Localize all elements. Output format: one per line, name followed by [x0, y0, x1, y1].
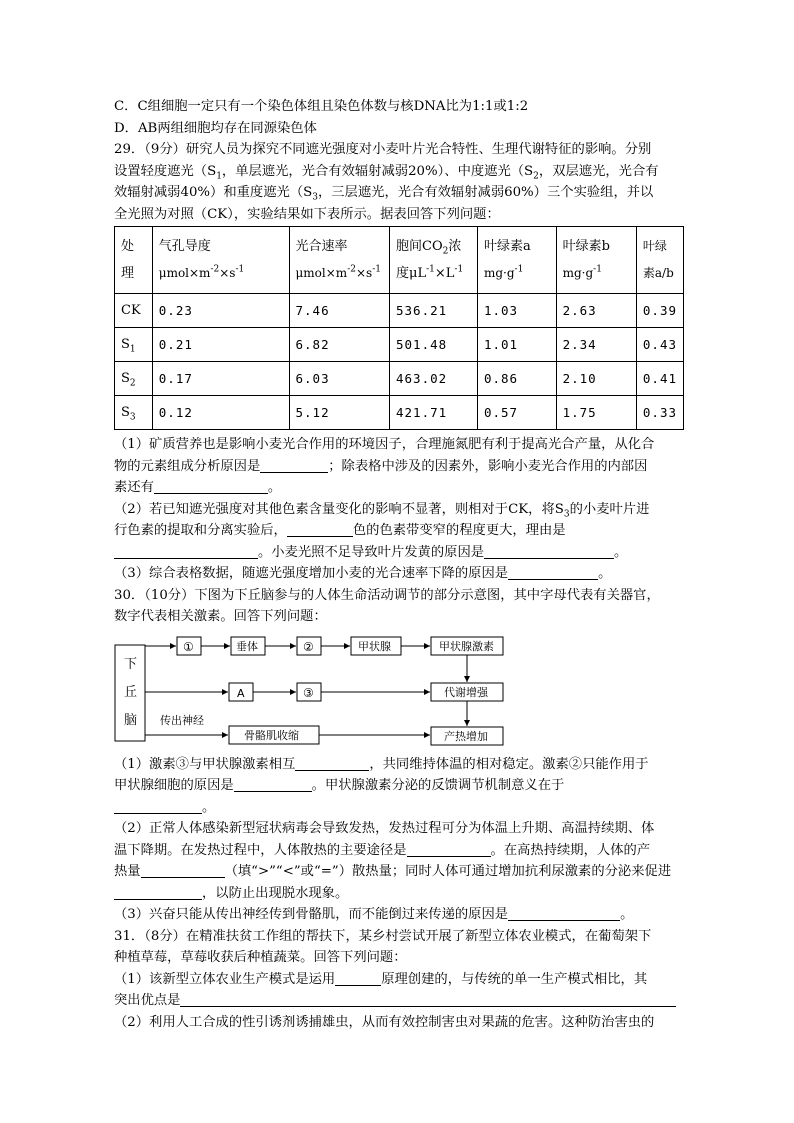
q30-intro-line2: 数字代表相关激素。回答下列问题： [114, 609, 327, 624]
answer-blank[interactable] [295, 755, 369, 771]
answer-blank[interactable] [234, 776, 312, 792]
q29-intro-line2: 设置轻度遮光（$S_1$，单层遮光，光合有效辐射减弱20%）、中度遮光（$S_2$，双层遮光，光合有 [114, 163, 659, 182]
cell-co2: 536.21 [390, 294, 478, 328]
answer-blank[interactable] [141, 862, 225, 878]
answer-blank[interactable] [287, 521, 353, 537]
cell-ratio: 0.43 [636, 328, 683, 362]
q30-sub1-line3: 。 [114, 797, 684, 819]
exam-page [114, 96, 684, 1033]
header-chlorophyll-a: 叶绿素a $mg\cdot g^{-1}$ [477, 227, 556, 294]
cell-co2: 421.71 [390, 396, 478, 430]
cell-chla: 0.86 [477, 362, 556, 396]
q31-sub1-line1: （1）该新型立体农业生产模式是运用 原理创建的，与传统的单一生产模式相比，其 [114, 971, 648, 987]
row-label: CK [115, 294, 153, 328]
cell-chla: 1.03 [477, 294, 556, 328]
answer-blank[interactable] [260, 457, 328, 473]
cell-rate: 7.46 [289, 294, 390, 328]
q29-sub2-line3: 。小麦光照不足导致叶片发黄的原因是 。 [114, 542, 684, 564]
q31-intro-line1: 31．（8分）在精准扶贫工作组的帮扶下，某乡村尝试开展了新型立体农业模式，在葡萄架下 [114, 928, 652, 944]
answer-blank[interactable] [114, 543, 258, 559]
answer-blank[interactable] [484, 543, 614, 559]
answer-blank[interactable] [407, 841, 491, 857]
cell-co2: 501.48 [390, 328, 478, 362]
q31-sub1-line2: 突出优点是 [114, 990, 684, 1012]
q31-intro-line2: 种植草莓，草莓收获后种植蔬菜。回答下列问题： [114, 950, 407, 965]
q28-option-c: C．C组细胞一定只有一个染色体组且染色体数与核DNA比为1:1或1:2 [114, 99, 529, 114]
shading-results-table [114, 226, 684, 430]
hormone-3: ③ [303, 685, 314, 700]
cell-rate: 6.03 [289, 362, 390, 396]
q30-intro-line1: 30．（10分）下图为下丘脑参与的人体生命活动调节的部分示意图，其中字母代表有关器官， [114, 587, 660, 603]
answer-blank[interactable] [114, 884, 202, 900]
q28-option-d: D．AB两组细胞均存在同源染色体 [114, 120, 317, 136]
row-label: $S_3$ [115, 396, 153, 430]
header-treatment: 处 理 [115, 227, 153, 294]
row-label: $S_1$ [115, 328, 153, 362]
cell-ratio: 0.39 [636, 294, 683, 328]
table-header-row [115, 227, 684, 294]
q29-sub2-line1: （2）若已知遮光强度对其他色素含量变化的影响不显著，则相对于CK，将$S_3$的小麦叶片进 [114, 501, 650, 520]
cell-stomatal: 0.21 [152, 328, 289, 362]
cell-stomatal: 0.23 [152, 294, 289, 328]
table-row [115, 328, 684, 362]
cell-ratio: 0.33 [636, 396, 683, 430]
q29-sub1-line1: （1）矿质营养也是影响小麦光合作用的环境因子，合理施氮肥有利于提高光合产量，从化合 [114, 437, 655, 452]
row-label: $S_2$ [115, 362, 153, 396]
q29-intro-line1: 29．（9分）研究人员为探究不同遮光强度对小麦叶片光合特性、生理代谢特征的影响。分别 [114, 142, 652, 157]
cell-stomatal: 0.17 [152, 362, 289, 396]
cell-chlb: 2.63 [556, 294, 636, 328]
q29-intro-line3: 效辐射减弱40%）和重度遮光（$S_3$，三层遮光，光合有效辐射减弱60%）三个实验组，并以 [114, 185, 654, 203]
table-row [115, 294, 684, 328]
cell-chla: 1.01 [477, 328, 556, 362]
organ-a-label: A [237, 686, 245, 700]
q29-sub3: （3）综合表格数据，随遮光强度增加小麦的光合速率下降的原因是 。 [114, 566, 612, 581]
cell-chla: 0.57 [477, 396, 556, 430]
q30-sub2-line4: ，以防止出现脱水现象。 [114, 883, 684, 905]
q30-sub2-line3: 热量 （填“>”“<”或“=”）散热量；同时人体可通过增加抗利尿激素的分泌来促进 [114, 864, 672, 879]
q29-intro-line4: 全光照为对照（CK），实验结果如下表所示。据表回答下列问题： [114, 206, 500, 222]
answer-blank[interactable] [508, 564, 598, 580]
q30-sub1-line2: 甲状腺细胞的原因是 。甲状腺激素分泌的反馈调节机制意义在于 [114, 778, 565, 793]
thyroid-label: 甲状腺 [358, 639, 391, 653]
q30-sub2-line2: 温下降期。在发热过程中，人体散热的主要途径是 。在高热持续期，人体的产 [114, 842, 651, 858]
metabolism-label: 代谢增强 [444, 685, 488, 699]
cell-chlb: 2.34 [556, 328, 636, 362]
q30-sub1-line1: （1）激素③与甲状腺激素相互 ，共同维持体温的相对稳定。激素②只能作用于 [114, 756, 649, 772]
pituitary-label: 垂体 [236, 639, 258, 653]
hypothalamus-label-1: 下 [124, 656, 138, 672]
q29-sub1-line3: 素还有 。 [114, 480, 282, 495]
answer-blank[interactable] [335, 970, 381, 986]
answer-blank[interactable] [154, 478, 268, 494]
cell-rate: 5.12 [289, 396, 390, 430]
q31-sub2-line1: （2）利用人工合成的性引诱剂诱捕雄虫，从而有效控制害虫对果蔬的危害。这种防治害虫的 [114, 1014, 655, 1030]
cell-rate: 6.82 [289, 328, 390, 362]
q29-sub2-line2: 行色素的提取和分离实验后， 色的色素带变窄的程度更大，理由是 [114, 523, 566, 538]
muscle-label: 骨骼肌收缩 [244, 728, 299, 742]
header-photosynthetic-rate: 光合速率 $\mu mol\times m^{-2}\times s^{-1}$ [289, 227, 390, 294]
q30-sub3: （3）兴奋只能从传出神经传到骨骼肌，而不能倒过来传递的原因是 。 [114, 907, 634, 922]
header-intercellular-co2: 胞间$CO_2$浓 度$\mu L^{-1}\times L^{-1}$ [390, 227, 478, 294]
table-row [115, 396, 684, 430]
header-chlorophyll-b: 叶绿素b $mg\cdot g^{-1}$ [556, 227, 636, 294]
thyroxine-label: 甲状腺激素 [439, 639, 494, 653]
hypothalamus-label-2: 丘 [124, 684, 138, 700]
hormone-2: ② [303, 639, 314, 654]
cell-ratio: 0.41 [636, 362, 683, 396]
table-row [115, 362, 684, 396]
q29-sub1-line2: 物的元素组成分析原因是 ；除表格中涉及的因素外，影响小麦光合作用的内部因 [114, 458, 648, 474]
hormone-1: ① [183, 639, 194, 654]
heat-label: 产热增加 [444, 729, 488, 743]
answer-blank[interactable] [180, 991, 676, 1007]
q30-sub2-line1: （2）正常人体感染新型冠状病毒会导致发热，发热过程可分为体温上升期、高温持续期、体 [114, 821, 655, 836]
hypothalamus-label-3: 脑 [124, 712, 138, 728]
hypothalamus-regulation-diagram [114, 634, 514, 752]
cell-co2: 463.02 [390, 362, 478, 396]
answer-blank[interactable] [508, 905, 620, 921]
efferent-nerve-label: 传出神经 [160, 713, 204, 727]
header-chlorophyll-ratio: 叶绿素a/b [636, 227, 683, 294]
cell-chlb: 2.10 [556, 362, 636, 396]
answer-blank[interactable] [114, 798, 202, 814]
header-stomatal-conductance: 气孔导度 $\mu mol\times m^{-2}\times s^{-1}$ [152, 227, 289, 294]
cell-chlb: 1.75 [556, 396, 636, 430]
cell-stomatal: 0.12 [152, 396, 289, 430]
